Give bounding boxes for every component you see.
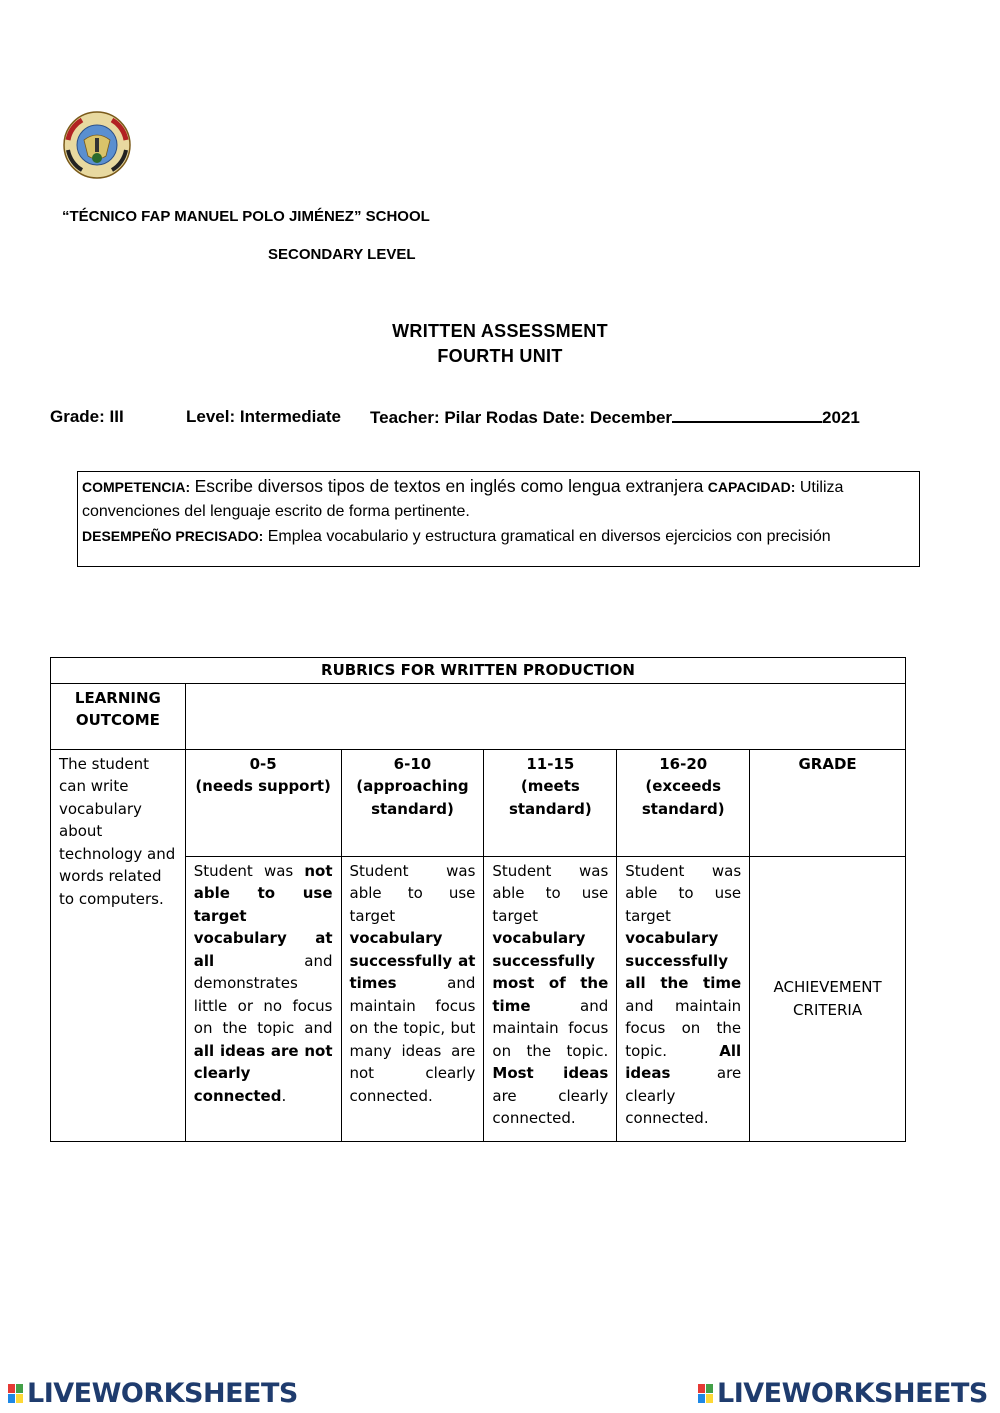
level-header-2 (484, 749, 617, 856)
desempeno-text: Emplea vocabulario y estructura gramatical en diversos ejercicios con precisión (267, 528, 831, 545)
descriptor-emphasis: vocabulary successfully most of the time (492, 929, 609, 1015)
level-name: (approaching standard) (356, 777, 469, 818)
school-name: “TÉCNICO FAP MANUEL POLO JIMÉNEZ” SCHOOL (62, 208, 430, 225)
teacher-label: Teacher: Pilar Rodas (370, 408, 538, 427)
competencia-text: Escribe diversos tipos de textos en inglés como lengua extranjera (194, 476, 704, 496)
descriptor-emphasis: not able to use target vocabulary at all (193, 861, 333, 970)
competency-box (77, 471, 920, 567)
date-blank (672, 407, 822, 423)
brand-text: LIVEWORKSHEETS (27, 1378, 298, 1409)
level-header-3 (617, 749, 750, 856)
school-level: SECONDARY LEVEL (268, 246, 416, 263)
descriptor-emphasis: vocabulary successfully all the time (625, 929, 742, 992)
competencia-label: COMPETENCIA: (82, 479, 191, 495)
level-header-0 (185, 749, 341, 856)
descriptor-meets (484, 856, 617, 1141)
learning-outcome-empty (185, 683, 905, 749)
desempeno-label: DESEMPEÑO PRECISADO: (82, 528, 264, 544)
liveworksheets-logo-right (698, 1378, 988, 1409)
level-header-1 (341, 749, 484, 856)
descriptor-exceeds (617, 856, 750, 1141)
descriptor-text: and demonstrates little or no focus on the topic and (193, 951, 333, 1037)
learning-outcome-label: LEARNING OUTCOME (51, 683, 186, 749)
descriptor-text: and maintain focus on the topic. (492, 996, 609, 1060)
achievement-criteria: ACHIEVEMENT CRITERIA (750, 856, 906, 1141)
liveworksheets-icon (8, 1384, 24, 1404)
descriptor-approaching (341, 856, 484, 1141)
descriptor-text: Student was able to use target (492, 861, 609, 925)
descriptor-emphasis: Most ideas (492, 1064, 609, 1082)
descriptor-text: Student was able to use target (625, 861, 742, 925)
level-range: 0-5 (249, 754, 277, 773)
teacher-info (370, 407, 860, 428)
level-name: (needs support) (195, 777, 331, 795)
level-range: 11-15 (526, 754, 575, 773)
descriptor-needs-support (185, 856, 341, 1141)
level-range: 16-20 (659, 754, 708, 773)
brand-text: LIVEWORKSHEETS (717, 1378, 988, 1409)
descriptor-text: and maintain focus on the topic, but many ideas are not clearly connected. (349, 974, 476, 1105)
descriptor-text: are clearly connected. (492, 1086, 609, 1127)
unit-title: FOURTH UNIT (437, 346, 563, 366)
capacidad-text: Utiliza convenciones del lenguaje escrito de forma pertinente. (82, 479, 844, 520)
descriptor-text: and maintain focus on the topic. (625, 996, 742, 1060)
descriptor-emphasis: vocabulary successfully at times (349, 929, 476, 992)
descriptor-text: . (281, 1086, 287, 1105)
level-range: 6-10 (393, 754, 432, 773)
grade-header: GRADE (750, 749, 906, 856)
descriptor-text: are clearly connected. (625, 1064, 742, 1127)
level-name: (meets standard) (508, 777, 592, 818)
rubric-table (50, 657, 906, 1142)
descriptor-emphasis: all ideas are not clearly connected (193, 1041, 333, 1105)
descriptor-emphasis: All ideas (625, 1041, 742, 1082)
rubric-title: RUBRICS FOR WRITTEN PRODUCTION (51, 658, 906, 684)
assessment-title: WRITTEN ASSESSMENT (392, 321, 608, 341)
level-info: Level: Intermediate (186, 407, 341, 426)
descriptor-text: Student was (193, 861, 305, 880)
capacidad-label: CAPACIDAD: (707, 479, 796, 495)
level-name: (exceeds standard) (641, 777, 725, 818)
liveworksheets-icon (698, 1384, 714, 1404)
descriptor-text: Student was able to use target (349, 861, 476, 925)
date-label: Date: December (542, 408, 673, 427)
school-logo (62, 110, 132, 180)
liveworksheets-logo-left (8, 1378, 298, 1409)
date-year: 2021 (822, 408, 860, 427)
grade-info: Grade: III (50, 407, 124, 426)
outcome-description: The student can write vocabulary about technology and words related to computers. (51, 749, 186, 1141)
